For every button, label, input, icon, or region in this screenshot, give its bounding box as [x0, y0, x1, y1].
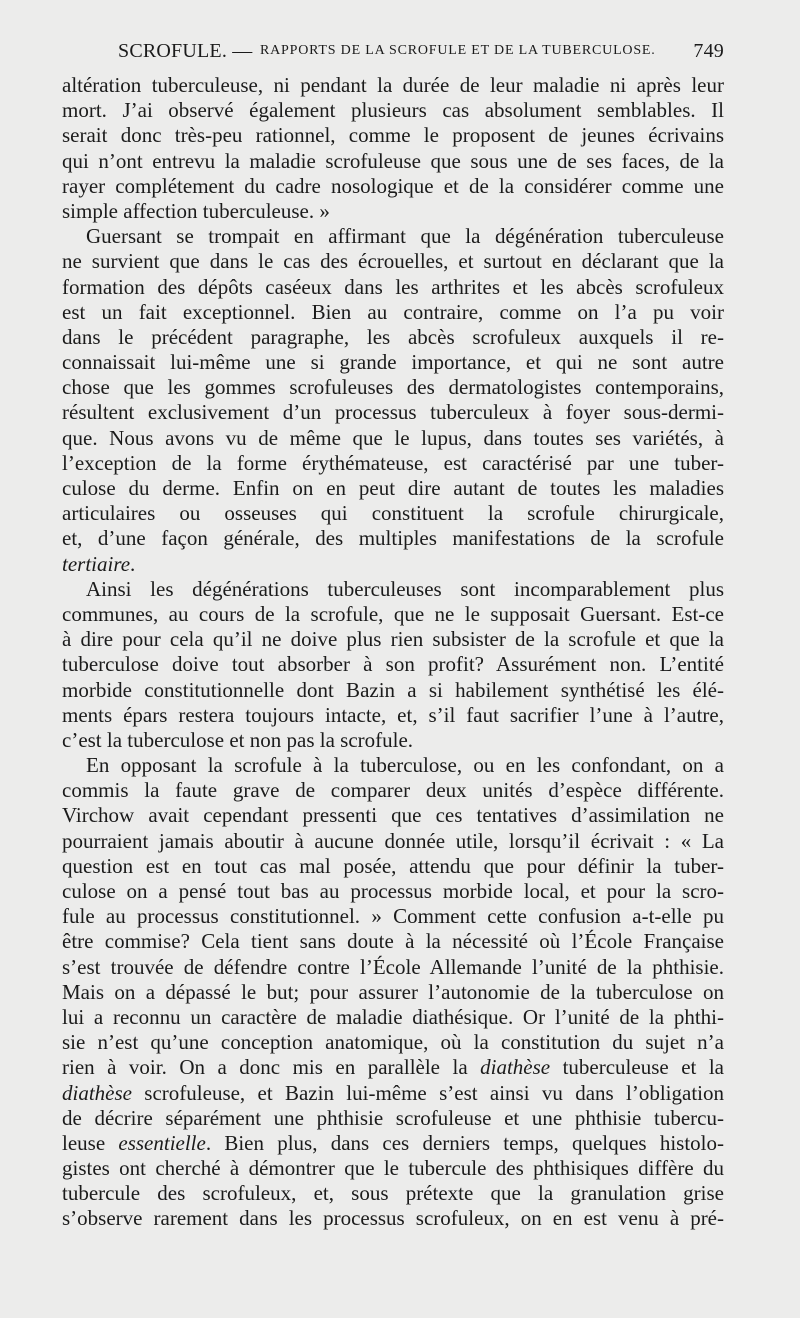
line-text: fule au processus constitutionnel. » Comment cette confusion a-t-elle pu — [62, 904, 724, 929]
line-text: qui n’ont entrevu la maladie scrofuleuse que sous une de ses faces, de la — [62, 148, 724, 173]
line-text-after: . — [130, 551, 136, 576]
text-line — [62, 123, 724, 148]
line-text: rayer complétement du cadre nosologique et de la considérer comme une — [62, 173, 724, 198]
text-line — [62, 275, 724, 300]
line-text: culose du derme. Enfin on en peut dire autant de toutes les maladies — [62, 476, 724, 500]
line-text: et, d’une façon générale, des multiples manifestations de la scrofule — [62, 526, 724, 551]
line-text: de décrire séparément une phthisie scrofuleuse et une phthisie tubercu- — [62, 1105, 724, 1130]
text-line — [62, 1081, 724, 1106]
text-line — [62, 1030, 724, 1055]
line-text: chose que les gommes scrofuleuses des dermatologistes contemporains, — [62, 375, 724, 400]
line-text: lui a reconnu un caractère de maladie diathésique. Or l’unité de la phthi- — [62, 1004, 724, 1029]
text-line — [62, 879, 724, 904]
text-line — [62, 1005, 724, 1030]
text-line — [62, 350, 724, 375]
text-line — [62, 199, 724, 224]
text-line — [62, 375, 724, 400]
text-line — [62, 1106, 724, 1131]
text-line — [62, 778, 724, 803]
text-line — [62, 526, 724, 551]
text-line — [62, 98, 724, 123]
text-line — [62, 1055, 724, 1080]
text-line — [62, 627, 724, 652]
line-text: communes, au cours de la scrofule, que ne le supposait Guersant. Est-ce — [62, 601, 724, 626]
page-body — [62, 73, 724, 1232]
line-text: mort. J’ai observé également plusieurs cas absolument semblables. Il — [62, 98, 724, 123]
text-line — [62, 854, 724, 879]
text-line — [62, 1156, 724, 1181]
line-text: à dire pour cela qu’il ne doive plus rien subsister de la scrofule et que la — [62, 627, 724, 652]
text-line — [62, 174, 724, 199]
line-text-after: . Bien plus, dans ces derniers temps, quelques histolo- — [205, 1130, 724, 1155]
text-line — [62, 400, 724, 425]
text-line — [62, 552, 724, 577]
line-text: résultent exclusivement d’un processus tuberculeux à foyer sous-dermi- — [62, 400, 724, 425]
text-line — [62, 1181, 724, 1206]
text-line — [62, 577, 724, 602]
italic-text: diathèse — [62, 1080, 132, 1105]
page-number: 749 — [693, 40, 724, 62]
line-text: s’est trouvée de défendre contre l’École Allemande l’unité de la phthisie. — [62, 954, 724, 979]
italic-text: tertiaire — [62, 551, 131, 576]
text-line — [62, 955, 724, 980]
line-text: Mais on a dépassé le but; pour assurer l’autonomie de la tuberculose on — [62, 979, 724, 1004]
text-line — [62, 1206, 724, 1231]
line-text: En opposant la scrofule à la tuberculose, ou en les confondant, on a — [86, 753, 724, 778]
line-text: est un fait exceptionnel. Bien au contraire, comme on l’a pu voir — [62, 299, 724, 324]
line-text: altération tuberculeuse, ni pendant la durée de leur maladie ni après leur — [62, 73, 724, 97]
text-line — [62, 73, 724, 98]
line-text: question est en tout cas mal posée, attendu que pour définir la tuber- — [62, 853, 724, 878]
line-text: articulaires ou osseuses qui constituent la scrofule chirurgicale, — [62, 501, 724, 526]
line-text: l’exception de la forme érythémateuse, est caractérisé par une tuber- — [62, 450, 724, 475]
italic-text: diathèse — [480, 1055, 551, 1080]
text-line — [62, 602, 724, 627]
text-line — [62, 829, 724, 854]
text-line — [62, 325, 724, 350]
line-text: s’observe rarement dans les processus scrofuleux, on en est venu à pré- — [62, 1206, 724, 1231]
text-line — [62, 501, 724, 526]
header-title: SCROFULE. — — [118, 40, 253, 62]
text-line — [62, 224, 724, 249]
line-text: formation des dépôts caséeux dans les arthrites et les abcès scrofuleux — [62, 274, 724, 299]
line-text: être commise? Cela tient sans doute à la nécessité où l’École Française — [62, 929, 724, 954]
line-text: serait donc très-peu rationnel, comme le proposent de jeunes écrivains — [62, 123, 724, 148]
text-line — [62, 476, 724, 501]
line-text: culose on a pensé tout bas au processus morbide local, et pour la scro- — [62, 879, 724, 903]
text-line — [62, 678, 724, 703]
text-line — [62, 980, 724, 1005]
line-text: leuse — [62, 1130, 119, 1155]
line-text: ments épars restera toujours intacte, et, s’il faut sacrifier l’une à l’autre, — [62, 702, 724, 727]
text-line — [62, 149, 724, 174]
line-text: ne survient que dans le cas des écrouelles, et surtout en déclarant que la — [62, 249, 724, 274]
line-text: dans le précédent paragraphe, les abcès scrofuleux auxquels il re- — [62, 324, 724, 349]
line-text: commis la faute grave de comparer deux unités d’espèce différente. — [62, 778, 724, 803]
text-line — [62, 300, 724, 325]
text-line — [62, 426, 724, 451]
line-text: gistes ont cherché à démontrer que le tubercule des phthisiques diffère du — [62, 1156, 724, 1181]
line-text: Virchow avait cependant pressenti que ces tentatives d’assimilation ne — [62, 803, 724, 828]
line-text-after: scrofuleuse, et Bazin lui-même s’est ainsi vu dans l’obligation — [131, 1080, 724, 1105]
line-text: pourraient jamais aboutir à aucune donnée utile, lorsqu’il écrivait : « La — [62, 828, 724, 853]
line-text: tuberculose doive tout absorber à son profit? Assurément non. L’entité — [62, 652, 724, 677]
line-text: sie n’est qu’une conception anatomique, où la constitution du sujet n’a — [62, 1030, 724, 1055]
text-line — [62, 703, 724, 728]
line-text: que. Nous avons vu de même que le lupus, dans toutes ses variétés, à — [62, 425, 724, 450]
text-line — [62, 803, 724, 828]
italic-text: essentielle — [118, 1130, 206, 1155]
running-header — [118, 40, 724, 68]
line-text: c’est la tuberculose et non pas la scrofule. — [62, 727, 414, 752]
text-line — [62, 929, 724, 954]
text-line — [62, 451, 724, 476]
text-line — [62, 728, 724, 753]
line-text: Ainsi les dégénérations tuberculeuses sont incomparablement plus — [86, 576, 724, 601]
line-text: rien à voir. On a donc mis en parallèle la — [62, 1055, 481, 1080]
line-text: simple affection tuberculeuse. » — [62, 198, 330, 223]
line-text: tubercule des scrofuleux, et, sous prétexte que la granulation grise — [62, 1181, 724, 1206]
line-text: connaissait lui-même une si grande importance, et qui ne sont autre — [62, 350, 724, 375]
line-text: morbide constitutionnelle dont Bazin a si habilement synthétisé les élé- — [62, 677, 724, 702]
text-line — [62, 1131, 724, 1156]
text-line — [62, 904, 724, 929]
line-text-after: tuberculeuse et la — [550, 1055, 724, 1080]
text-line — [62, 753, 724, 778]
text-line — [62, 652, 724, 677]
line-text: Guersant se trompait en affirmant que la dégénération tuberculeuse — [86, 224, 724, 249]
header-subtitle: RAPPORTS DE LA SCROFULE ET DE LA TUBERCULOSE. — [260, 43, 656, 58]
text-line — [62, 249, 724, 274]
